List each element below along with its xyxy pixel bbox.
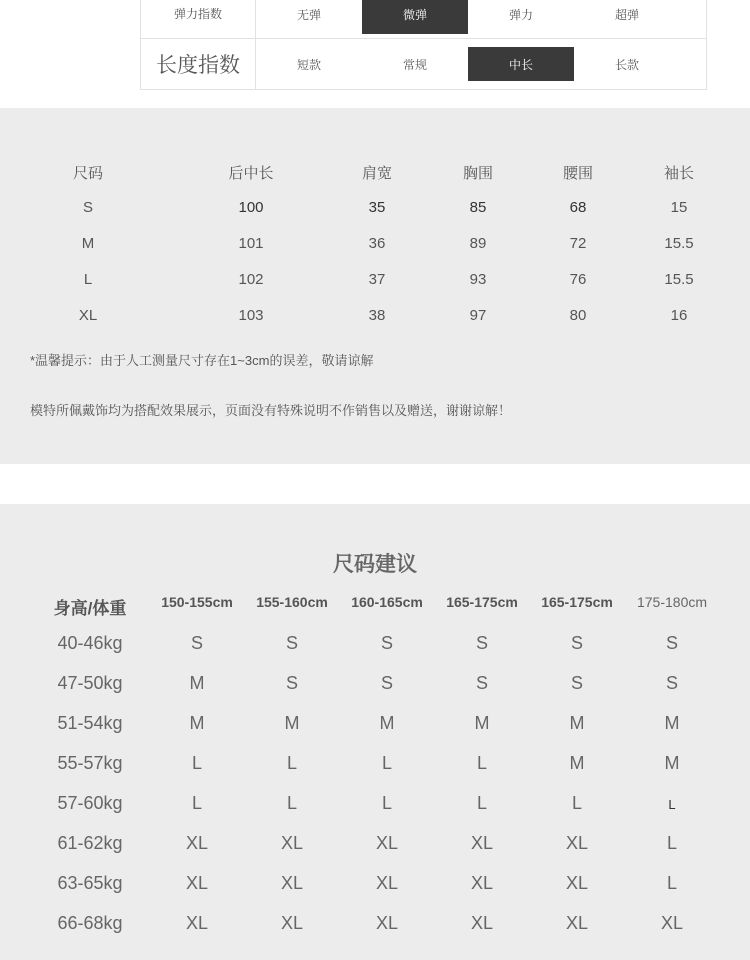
size-cell: XL (470, 873, 494, 893)
weight-label: 66-68kg (57, 913, 123, 933)
size-cell: S (285, 673, 299, 693)
length-option-regular: 常规 (402, 57, 427, 72)
table-cell: 80 (569, 307, 587, 324)
size-cell: XL (375, 913, 399, 933)
size-cell: S (665, 673, 679, 693)
table-cell: 35 (368, 199, 386, 216)
size-cell: XL (280, 873, 304, 893)
suggestion-header-row (0, 594, 750, 616)
weight-label: 47-50kg (57, 673, 123, 693)
size-cell: L (666, 833, 678, 853)
table-cell: XL (78, 307, 98, 324)
table-cell: 15.5 (664, 235, 694, 252)
header-back-length: 后中长 (228, 165, 274, 182)
table-row (0, 633, 750, 657)
table-row (0, 307, 750, 331)
weight-label: 57-60kg (57, 793, 123, 813)
header-size: 尺码 (72, 165, 104, 182)
model-accessory-note: 模特所佩戴饰均为搭配效果展示，页面没有特殊说明不作销售以及赠送，谢谢谅解！ (30, 403, 512, 418)
size-cell: XL (470, 833, 494, 853)
height-header: 155-160cm (256, 594, 328, 610)
size-cell: L (571, 793, 583, 813)
height-header: 160-165cm (351, 594, 423, 610)
table-cell: 101 (238, 235, 264, 252)
table-cell: 16 (670, 307, 688, 324)
size-cell: XL (280, 833, 304, 853)
size-cell: M (189, 673, 205, 693)
weight-label: 51-54kg (57, 713, 123, 733)
size-cell: M (569, 753, 585, 773)
table-cell: 93 (469, 271, 487, 288)
size-cell: L (476, 753, 488, 773)
size-cell: XL (565, 833, 589, 853)
size-cell: XL (565, 873, 589, 893)
table-cell: 37 (368, 271, 386, 288)
table-row (0, 713, 750, 737)
fabric-index-table (140, 0, 707, 90)
height-header: 165-175cm (446, 594, 518, 610)
weight-label: 63-65kg (57, 873, 123, 893)
table-cell: S (82, 199, 94, 216)
table-cell: 38 (368, 307, 386, 324)
size-cell: XL (660, 913, 684, 933)
stretch-index-row (141, 0, 706, 38)
table-row (0, 913, 750, 937)
size-cell: M (284, 713, 300, 733)
table-cell: 103 (238, 307, 264, 324)
table-cell: 89 (469, 235, 487, 252)
stretch-option-stretch: 弹力 (508, 8, 533, 22)
size-cell: L (668, 797, 676, 812)
header-shoulder: 肩宽 (361, 165, 393, 182)
size-cell: L (476, 793, 488, 813)
weight-label: 40-46kg (57, 633, 123, 653)
header-waist: 腰围 (562, 165, 594, 182)
size-cell: S (380, 633, 394, 653)
table-cell: 76 (569, 271, 587, 288)
size-cell: L (286, 753, 298, 773)
table-row (0, 235, 750, 259)
table-cell: M (81, 235, 95, 252)
size-cell: M (569, 713, 585, 733)
size-cell: XL (375, 873, 399, 893)
stretch-option-none: 无弹 (296, 8, 321, 22)
header-sleeve: 袖长 (663, 165, 695, 182)
length-index-label: 长度指数 (141, 39, 256, 89)
size-cell: XL (280, 913, 304, 933)
size-cell: S (665, 633, 679, 653)
table-cell: L (83, 271, 93, 288)
size-cell: M (664, 753, 680, 773)
size-cell: M (664, 713, 680, 733)
measurement-section (0, 108, 750, 464)
weight-label: 55-57kg (57, 753, 123, 773)
height-header: 165-175cm (541, 594, 613, 610)
table-cell: 15.5 (664, 271, 694, 288)
table-cell: 36 (368, 235, 386, 252)
size-suggestion-title: 尺码建议 (333, 553, 417, 576)
size-cell: S (285, 633, 299, 653)
table-cell: 85 (469, 199, 487, 216)
size-cell: XL (185, 833, 209, 853)
size-cell: L (191, 793, 203, 813)
size-cell: XL (470, 913, 494, 933)
height-weight-corner: 身高/体重 (53, 599, 127, 618)
size-cell: S (380, 673, 394, 693)
table-cell: 97 (469, 307, 487, 324)
size-cell: XL (375, 833, 399, 853)
size-cell: L (191, 753, 203, 773)
length-option-midlength: 中长 (468, 47, 574, 81)
size-cell: S (190, 633, 204, 653)
height-header: 175-180cm (636, 594, 708, 610)
table-row (0, 199, 750, 223)
size-cell: S (475, 673, 489, 693)
size-cell: XL (185, 873, 209, 893)
measurement-error-note: *温馨提示：由于人工测量尺寸存在1~3cm的误差，敬请谅解 (30, 353, 374, 368)
length-option-long: 长款 (614, 57, 639, 72)
size-suggestion-section (0, 504, 750, 960)
table-row (0, 753, 750, 777)
size-cell: L (381, 753, 393, 773)
size-cell: XL (565, 913, 589, 933)
table-row (0, 271, 750, 295)
weight-label: 61-62kg (57, 833, 123, 853)
size-cell: S (475, 633, 489, 653)
size-cell: L (286, 793, 298, 813)
header-chest: 胸围 (462, 165, 494, 182)
table-cell: 15 (670, 199, 688, 216)
size-cell: L (381, 793, 393, 813)
stretch-option-slight: 微弹 (362, 0, 468, 34)
size-cell: S (570, 633, 584, 653)
table-cell: 102 (238, 271, 264, 288)
table-row (0, 793, 750, 817)
table-cell: 68 (569, 199, 587, 216)
length-option-short: 短款 (296, 57, 321, 72)
length-index-row (141, 38, 706, 89)
stretch-option-super: 超弹 (614, 8, 639, 22)
size-cell: M (379, 713, 395, 733)
stretch-index-label: 弹力指数 (141, 0, 256, 38)
height-header: 150-155cm (161, 594, 233, 610)
table-row (0, 673, 750, 697)
table-cell: 100 (238, 199, 264, 216)
size-cell: XL (185, 913, 209, 933)
size-cell: M (189, 713, 205, 733)
table-row (0, 833, 750, 857)
size-cell: S (570, 673, 584, 693)
table-cell: 72 (569, 235, 587, 252)
size-cell: L (666, 873, 678, 893)
table-row (0, 873, 750, 897)
size-cell: M (474, 713, 490, 733)
measurement-header-row (0, 162, 750, 186)
